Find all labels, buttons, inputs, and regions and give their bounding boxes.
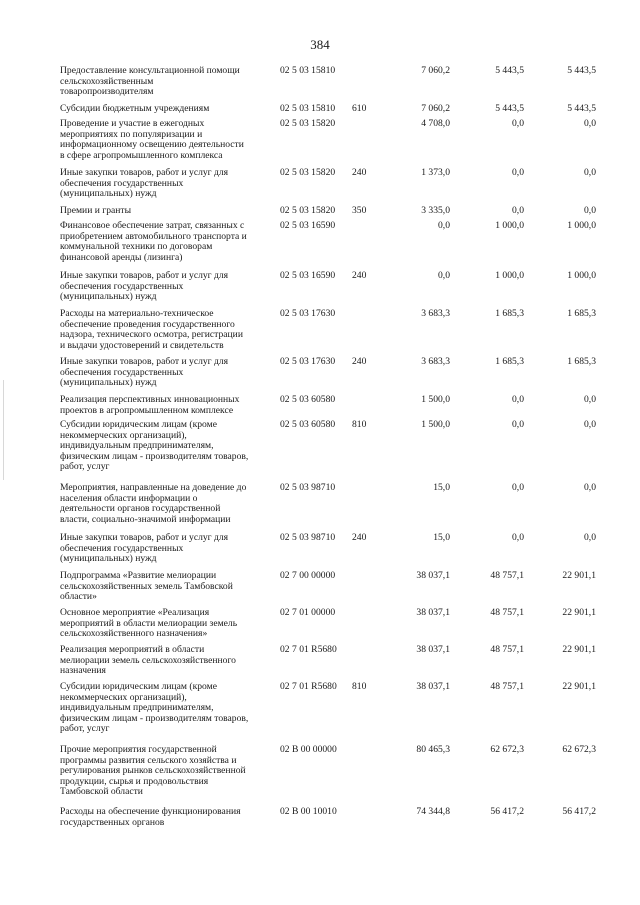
row-value-2: 48 757,1 — [490, 570, 524, 581]
row-value-3: 0,0 — [584, 205, 596, 216]
row-value-3: 5 443,5 — [567, 103, 596, 114]
row-value-1: 15,0 — [433, 482, 450, 493]
row-name: Подпрограмма «Развитие мелиорации сельскохозяйственных земель Тамбовской области» — [60, 570, 233, 603]
row-name: Субсидии юридическим лицам (кроме некоммерческих организаций), индивидуальным предпринимателям, физическим лицам - производителям товаров, работ, услуг — [60, 681, 249, 735]
row-value-1: 80 465,3 — [416, 744, 450, 755]
row-value-2: 0,0 — [512, 419, 524, 430]
row-name: Иные закупки товаров, работ и услуг для обеспечения государственных (муниципальных) нужд — [60, 167, 229, 200]
row-name: Премии и гранты — [60, 205, 132, 216]
row-code: 02 5 03 60580 — [280, 419, 336, 430]
row-name: Субсидии юридическим лицам (кроме некоммерческих организаций), индивидуальным предпринимателям, физическим лицам - производителям товаров, работ, услуг — [60, 419, 249, 473]
row-code: 02 5 03 15810 — [280, 103, 336, 114]
row-expense-type: 240 — [352, 167, 367, 178]
row-value-2: 56 417,2 — [490, 806, 524, 817]
row-value-1: 3 683,3 — [421, 356, 450, 367]
row-expense-type: 350 — [352, 205, 367, 216]
row-code: 02 7 00 00000 — [280, 570, 336, 581]
row-value-2: 1 685,3 — [495, 308, 524, 319]
row-value-1: 0,0 — [438, 220, 450, 231]
row-value-3: 0,0 — [584, 419, 596, 430]
row-value-3: 0,0 — [584, 118, 596, 129]
row-code: 02 7 01 R5680 — [280, 681, 337, 692]
row-expense-type: 240 — [352, 532, 367, 543]
row-value-2: 48 757,1 — [490, 681, 524, 692]
row-value-3: 0,0 — [584, 482, 596, 493]
row-value-1: 3 683,3 — [421, 308, 450, 319]
row-value-1: 1 500,0 — [421, 394, 450, 405]
row-name: Предоставление консультационной помощи сельскохозяйственным товаропроизводителям — [60, 65, 240, 98]
row-value-2: 48 757,1 — [490, 607, 524, 618]
row-value-2: 5 443,5 — [495, 65, 524, 76]
row-code: 02 5 03 15820 — [280, 118, 336, 129]
row-code: 02 5 03 17630 — [280, 308, 336, 319]
row-value-3: 22 901,1 — [562, 681, 596, 692]
row-value-1: 7 060,2 — [421, 65, 450, 76]
row-value-1: 38 037,1 — [416, 607, 450, 618]
row-value-3: 62 672,3 — [562, 744, 596, 755]
row-value-1: 38 037,1 — [416, 644, 450, 655]
row-code: 02 5 03 16590 — [280, 270, 336, 281]
row-value-3: 0,0 — [584, 394, 596, 405]
row-value-2: 0,0 — [512, 118, 524, 129]
row-value-3: 0,0 — [584, 532, 596, 543]
row-value-3: 1 000,0 — [567, 220, 596, 231]
row-name: Расходы на обеспечение функционирования государственных органов — [60, 806, 241, 828]
row-name: Прочие мероприятия государственной программы развития сельского хозяйства и регулирования рынков сельскохозяйственной продукции, сырья и продовольствия Тамбовской области — [60, 744, 246, 798]
row-value-3: 5 443,5 — [567, 65, 596, 76]
row-value-3: 1 000,0 — [567, 270, 596, 281]
row-code: 02 7 01 00000 — [280, 607, 336, 618]
row-value-1: 7 060,2 — [421, 103, 450, 114]
page-number: 384 — [310, 37, 330, 52]
row-code: 02 5 03 17630 — [280, 356, 336, 367]
row-name: Мероприятия, направленные на доведение до населения области информации о деятельности органов государственной власти, социально-значимой информации — [60, 482, 247, 525]
row-expense-type: 240 — [352, 270, 367, 281]
row-name: Иные закупки товаров, работ и услуг для обеспечения государственных (муниципальных) нужд — [60, 356, 229, 389]
row-value-1: 1 373,0 — [421, 167, 450, 178]
row-value-3: 0,0 — [584, 167, 596, 178]
row-name: Иные закупки товаров, работ и услуг для обеспечения государственных (муниципальных) нужд — [60, 270, 229, 303]
row-expense-type: 610 — [352, 103, 367, 114]
row-expense-type: 810 — [352, 419, 367, 430]
row-value-2: 1 000,0 — [495, 270, 524, 281]
scan-edge-line — [3, 380, 4, 480]
row-code: 02 5 03 15820 — [280, 205, 336, 216]
row-value-1: 15,0 — [433, 532, 450, 543]
row-code: 02 5 03 98710 — [280, 532, 336, 543]
row-value-2: 0,0 — [512, 532, 524, 543]
row-code: 02 5 03 60580 — [280, 394, 336, 405]
row-value-1: 38 037,1 — [416, 681, 450, 692]
row-name: Субсидии бюджетным учреждениям — [60, 103, 210, 114]
row-code: 02 7 01 R5680 — [280, 644, 337, 655]
row-code: 02 B 00 00000 — [280, 744, 337, 755]
row-name: Проведение и участие в ежегодных мероприятиях по популяризации и информационному освещению деятельности в сфере агропромышленного комплекса — [60, 118, 244, 161]
row-value-3: 1 685,3 — [567, 308, 596, 319]
row-name: Основное мероприятие «Реализация мероприятий в области мелиорации земель сельскохозяйственного назначения» — [60, 607, 238, 640]
row-value-2: 62 672,3 — [490, 744, 524, 755]
row-name: Расходы на материально-техническое обеспечение проведения государственного надзора, технического осмотра, регистрации и выдачи удостоверений и свидетельств — [60, 308, 243, 351]
row-value-2: 5 443,5 — [495, 103, 524, 114]
row-value-3: 22 901,1 — [562, 607, 596, 618]
row-name: Иные закупки товаров, работ и услуг для обеспечения государственных (муниципальных) нужд — [60, 532, 229, 565]
row-value-1: 1 500,0 — [421, 419, 450, 430]
row-value-3: 22 901,1 — [562, 644, 596, 655]
row-name: Реализация перспективных инновационных проектов в агропромышленном комплексе — [60, 394, 240, 416]
row-value-2: 1 685,3 — [495, 356, 524, 367]
row-value-3: 22 901,1 — [562, 570, 596, 581]
row-code: 02 B 00 10010 — [280, 806, 337, 817]
row-value-3: 1 685,3 — [567, 356, 596, 367]
row-value-2: 0,0 — [512, 482, 524, 493]
row-value-1: 4 708,0 — [421, 118, 450, 129]
row-expense-type: 240 — [352, 356, 367, 367]
row-value-1: 0,0 — [438, 270, 450, 281]
row-value-2: 48 757,1 — [490, 644, 524, 655]
row-code: 02 5 03 15810 — [280, 65, 336, 76]
row-code: 02 5 03 98710 — [280, 482, 336, 493]
row-expense-type: 810 — [352, 681, 367, 692]
row-value-3: 56 417,2 — [562, 806, 596, 817]
row-value-1: 74 344,8 — [416, 806, 450, 817]
row-value-2: 0,0 — [512, 167, 524, 178]
row-value-2: 0,0 — [512, 205, 524, 216]
row-value-2: 1 000,0 — [495, 220, 524, 231]
row-value-1: 38 037,1 — [416, 570, 450, 581]
row-value-1: 3 335,0 — [421, 205, 450, 216]
row-value-2: 0,0 — [512, 394, 524, 405]
row-name: Реализация мероприятий в области мелиорации земель сельскохозяйственного назначения — [60, 644, 236, 677]
row-name: Финансовое обеспечение затрат, связанных с приобретением автомобильного транспорта и коммунальной техники по договорам финансовой аренды (лизинга) — [60, 220, 247, 263]
row-code: 02 5 03 15820 — [280, 167, 336, 178]
row-code: 02 5 03 16590 — [280, 220, 336, 231]
